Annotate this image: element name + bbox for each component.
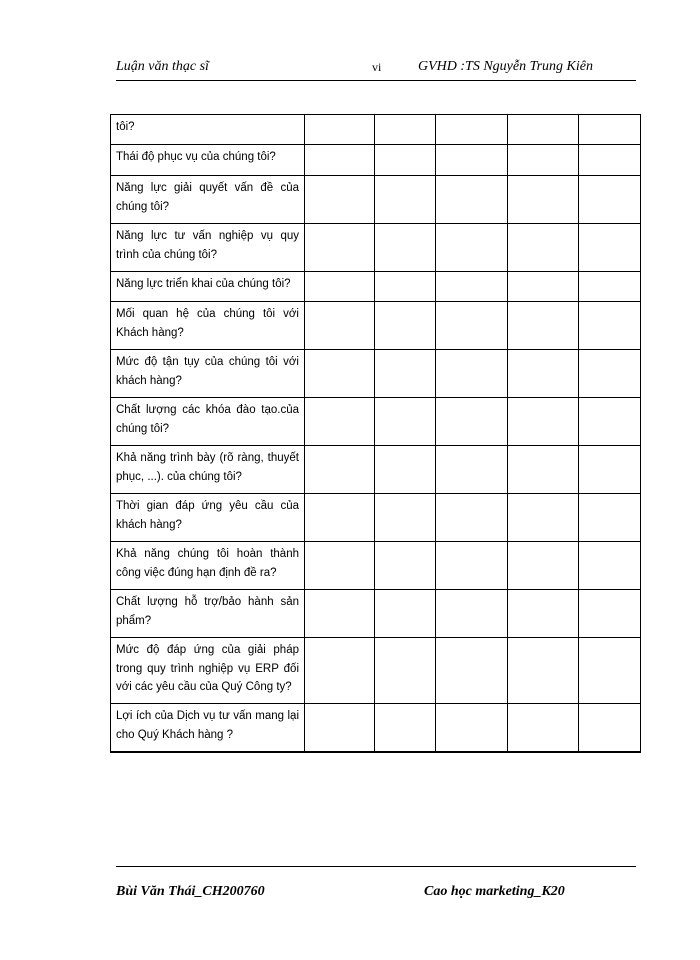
question-cell: Khả năng trình bày (rõ ràng, thuyết phục, ...). của chúng tôi? bbox=[111, 446, 305, 494]
rating-cell[interactable] bbox=[375, 494, 436, 542]
question-cell: Thái độ phục vụ của chúng tôi? bbox=[111, 145, 305, 176]
rating-cell[interactable] bbox=[436, 350, 508, 398]
rating-cell[interactable] bbox=[375, 590, 436, 638]
rating-cell[interactable] bbox=[305, 145, 375, 176]
rating-cell[interactable] bbox=[375, 398, 436, 446]
rating-cell[interactable] bbox=[375, 542, 436, 590]
table-row bbox=[111, 350, 641, 398]
rating-cell[interactable] bbox=[579, 446, 641, 494]
rating-cell[interactable] bbox=[436, 224, 508, 272]
rating-cell[interactable] bbox=[436, 638, 508, 704]
rating-cell[interactable] bbox=[375, 446, 436, 494]
rating-cell[interactable] bbox=[579, 350, 641, 398]
rating-cell[interactable] bbox=[579, 494, 641, 542]
question-cell: Chất lượng các khóa đào tạo.của chúng tôi? bbox=[111, 398, 305, 446]
rating-cell[interactable] bbox=[305, 494, 375, 542]
survey-table-body bbox=[111, 115, 641, 752]
rating-cell[interactable] bbox=[579, 176, 641, 224]
rating-cell[interactable] bbox=[305, 176, 375, 224]
table-row bbox=[111, 446, 641, 494]
table-row bbox=[111, 494, 641, 542]
rating-cell[interactable] bbox=[579, 224, 641, 272]
rating-cell[interactable] bbox=[436, 115, 508, 145]
rating-cell[interactable] bbox=[375, 350, 436, 398]
rating-cell[interactable] bbox=[508, 115, 579, 145]
page-header bbox=[116, 58, 636, 81]
rating-cell[interactable] bbox=[305, 398, 375, 446]
rating-cell[interactable] bbox=[579, 638, 641, 704]
rating-cell[interactable] bbox=[508, 590, 579, 638]
rating-cell[interactable] bbox=[436, 398, 508, 446]
rating-cell[interactable] bbox=[305, 704, 375, 752]
footer-rule bbox=[116, 866, 636, 867]
question-cell: Mức độ đáp ứng của giải pháp trong quy trình nghiệp vụ ERP đối với các yêu cầu của Quý Công ty? bbox=[111, 638, 305, 704]
question-cell: Mức độ tận tụy của chúng tôi với khách hàng? bbox=[111, 350, 305, 398]
rating-cell[interactable] bbox=[436, 542, 508, 590]
rating-cell[interactable] bbox=[436, 302, 508, 350]
table-row bbox=[111, 272, 641, 302]
rating-cell[interactable] bbox=[508, 494, 579, 542]
rating-cell[interactable] bbox=[579, 542, 641, 590]
rating-cell[interactable] bbox=[305, 638, 375, 704]
rating-cell[interactable] bbox=[375, 638, 436, 704]
header-advisor: GVHD :TS Nguyễn Trung Kiên bbox=[418, 59, 593, 74]
rating-cell[interactable] bbox=[436, 494, 508, 542]
rating-cell[interactable] bbox=[579, 145, 641, 176]
page-number: vi bbox=[372, 60, 382, 74]
rating-cell[interactable] bbox=[375, 302, 436, 350]
rating-cell[interactable] bbox=[579, 272, 641, 302]
question-cell: Năng lực tư vấn nghiệp vụ quy trình của chúng tôi? bbox=[111, 224, 305, 272]
table-row bbox=[111, 638, 641, 704]
rating-cell[interactable] bbox=[305, 302, 375, 350]
header-thesis-label: Luận văn thạc sĩ bbox=[116, 59, 209, 74]
rating-cell[interactable] bbox=[375, 704, 436, 752]
rating-cell[interactable] bbox=[375, 145, 436, 176]
rating-cell[interactable] bbox=[508, 446, 579, 494]
survey-table bbox=[110, 114, 641, 753]
table-row bbox=[111, 542, 641, 590]
rating-cell[interactable] bbox=[508, 224, 579, 272]
rating-cell[interactable] bbox=[375, 272, 436, 302]
table-row bbox=[111, 176, 641, 224]
rating-cell[interactable] bbox=[436, 145, 508, 176]
rating-cell[interactable] bbox=[508, 272, 579, 302]
table-row bbox=[111, 224, 641, 272]
rating-cell[interactable] bbox=[508, 176, 579, 224]
question-cell: Chất lượng hỗ trợ/bảo hành sản phẩm? bbox=[111, 590, 305, 638]
question-cell: Năng lực triển khai của chúng tôi? bbox=[111, 272, 305, 302]
rating-cell[interactable] bbox=[305, 350, 375, 398]
rating-cell[interactable] bbox=[508, 302, 579, 350]
rating-cell[interactable] bbox=[375, 224, 436, 272]
rating-cell[interactable] bbox=[508, 398, 579, 446]
rating-cell[interactable] bbox=[305, 542, 375, 590]
rating-cell[interactable] bbox=[508, 350, 579, 398]
rating-cell[interactable] bbox=[508, 542, 579, 590]
rating-cell[interactable] bbox=[579, 302, 641, 350]
question-cell: Năng lực giải quyết vấn đề của chúng tôi? bbox=[111, 176, 305, 224]
footer-program: Cao học marketing_K20 bbox=[424, 884, 565, 899]
rating-cell[interactable] bbox=[508, 145, 579, 176]
question-cell: Lợi ích của Dịch vụ tư vấn mang lại cho Quý Khách hàng ? bbox=[111, 704, 305, 752]
table-row bbox=[111, 115, 641, 145]
table-row bbox=[111, 590, 641, 638]
table-row bbox=[111, 145, 641, 176]
question-cell: Mối quan hệ của chúng tôi với Khách hàng? bbox=[111, 302, 305, 350]
rating-cell[interactable] bbox=[579, 398, 641, 446]
rating-cell[interactable] bbox=[436, 704, 508, 752]
footer-author: Bùi Văn Thái_CH200760 bbox=[116, 884, 265, 899]
rating-cell[interactable] bbox=[579, 704, 641, 752]
rating-cell[interactable] bbox=[305, 115, 375, 145]
table-row bbox=[111, 704, 641, 752]
rating-cell[interactable] bbox=[375, 115, 436, 145]
table-row bbox=[111, 302, 641, 350]
rating-cell[interactable] bbox=[305, 224, 375, 272]
rating-cell[interactable] bbox=[436, 590, 508, 638]
question-cell: Thời gian đáp ứng yêu cầu của khách hàng? bbox=[111, 494, 305, 542]
rating-cell[interactable] bbox=[508, 704, 579, 752]
rating-cell[interactable] bbox=[436, 272, 508, 302]
rating-cell[interactable] bbox=[375, 176, 436, 224]
table-row bbox=[111, 398, 641, 446]
rating-cell[interactable] bbox=[305, 590, 375, 638]
rating-cell[interactable] bbox=[305, 446, 375, 494]
question-cell: tôi? bbox=[111, 115, 305, 145]
rating-cell[interactable] bbox=[579, 590, 641, 638]
rating-cell[interactable] bbox=[579, 115, 641, 145]
rating-cell[interactable] bbox=[508, 638, 579, 704]
rating-cell[interactable] bbox=[436, 176, 508, 224]
rating-cell[interactable] bbox=[436, 446, 508, 494]
question-cell: Khả năng chúng tôi hoàn thành công việc đúng hạn định đề ra? bbox=[111, 542, 305, 590]
rating-cell[interactable] bbox=[305, 272, 375, 302]
